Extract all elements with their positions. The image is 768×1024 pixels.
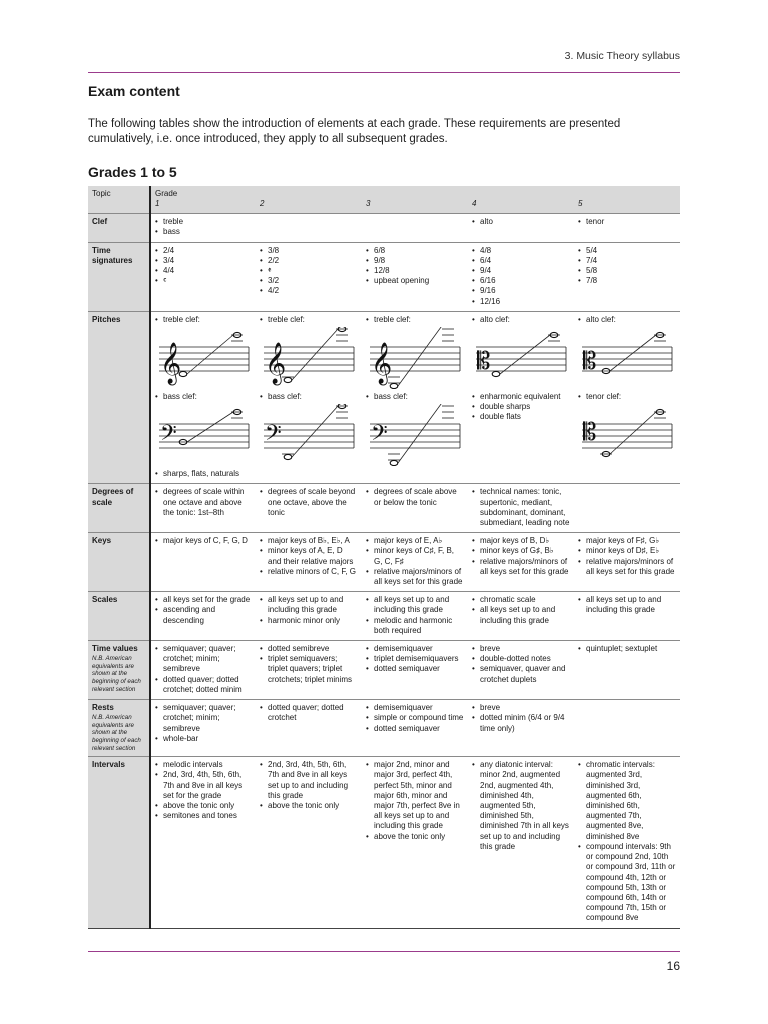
list-item: • whole-bar	[155, 734, 252, 744]
cell-list	[155, 536, 252, 546]
list-item: • dotted semibreve	[260, 644, 358, 654]
grade-cell-4	[468, 214, 574, 242]
grade-cell-4	[468, 700, 574, 757]
grade-cell-1	[150, 757, 256, 928]
list-item: • double-dotted notes	[472, 654, 570, 664]
cell-list	[155, 595, 252, 626]
grade-cell-5	[574, 242, 680, 311]
cell-list	[260, 595, 358, 626]
list-item: • chromatic intervals: augmented 3rd, diminished 3rd, augmented 6th, diminished 6th, augmented 7th, augmented 8ve, diminished 8ve	[578, 760, 676, 842]
treble-clef-icon: 𝄞	[160, 343, 182, 385]
list-item: • 6/16	[472, 276, 570, 286]
list-item: • degrees of scale within one octave and above the tonic: 1st–8th	[155, 487, 252, 518]
list-item: • minor keys of C♯, F, B, G, C, F♯	[366, 546, 464, 566]
staff-example	[260, 327, 358, 389]
running-head: 3. Music Theory syllabus	[564, 50, 680, 62]
grade-number-3: 3	[366, 199, 371, 208]
list-item: • chromatic scale	[472, 595, 570, 605]
grade-number-5: 5	[578, 199, 583, 208]
cell-list	[472, 217, 570, 227]
list-item: • demisemiquaver	[366, 703, 464, 713]
table-body	[88, 186, 680, 928]
bass-staff-grade-2	[260, 404, 356, 466]
bass-staff-grade-3	[366, 404, 462, 466]
list-item: • 7/8	[578, 276, 676, 286]
bass-clef-icon: 𝄢	[160, 421, 177, 452]
grade-cell-3	[362, 641, 468, 700]
list-item: • all keys set up to and including this grade	[260, 595, 358, 615]
clef-label: • bass clef:	[366, 392, 464, 402]
staff-example	[366, 327, 464, 389]
list-item: • relative majors/minors of all keys set for this grade	[472, 557, 570, 577]
pitch-cell-g2	[256, 311, 362, 484]
grade-cell-5	[574, 592, 680, 641]
pitch-cell-g1	[150, 311, 256, 484]
grade-header-label: Grade	[155, 189, 178, 198]
pitch-cell-g3	[362, 311, 468, 484]
list-item: • dotted semiquaver	[366, 664, 464, 674]
list-item: • 9/4	[472, 266, 570, 276]
cell-list	[155, 246, 252, 287]
list-item: • all keys set up to and including this grade	[472, 605, 570, 625]
grade-cell-3	[362, 592, 468, 641]
cell-list	[155, 487, 252, 518]
cell-list	[366, 595, 464, 636]
list-item: • bass	[155, 227, 252, 237]
clef-label: • tenor clef:	[578, 392, 676, 402]
cell-list	[578, 760, 676, 923]
grade-cell-1	[150, 641, 256, 700]
cell-list	[472, 246, 570, 307]
alto-staff-grade-5	[578, 327, 674, 389]
topic-note: N.B. American equivalents are shown at the beginning of each relevant section	[92, 714, 141, 752]
grade-cell-3	[362, 757, 468, 928]
cell-list	[366, 246, 464, 287]
list-item: • above the tonic only	[260, 801, 358, 811]
list-item: • 9/16	[472, 286, 570, 296]
list-item: • minor keys of D♯, E♭	[578, 546, 676, 556]
grade-header-5	[574, 186, 680, 214]
list-item: • relative minors of C, F, G	[260, 567, 358, 577]
grade-cell-3	[362, 484, 468, 533]
table-row	[88, 641, 680, 700]
grade-header-3	[362, 186, 468, 214]
staff-example	[155, 404, 252, 466]
grade-cell-2	[256, 533, 362, 592]
list-item: • 3/8	[260, 246, 358, 256]
list-item: • minor keys of G♯, B♭	[472, 546, 570, 556]
list-item: • major 2nd, minor and major 3rd, perfect 4th, perfect 5th, minor and major 6th, minor and major 7th, perfect 8ve in all keys set up to and including this grade	[366, 760, 464, 831]
grade-cell-2	[256, 484, 362, 533]
bass-clef-icon: 𝄢	[371, 421, 388, 452]
pitch-cell-g4	[468, 311, 574, 484]
cell-list	[260, 246, 358, 297]
bass-clef-icon: 𝄢	[265, 421, 282, 452]
topic-header: Topic	[88, 186, 150, 214]
list-item: • major keys of E, A♭	[366, 536, 464, 546]
top-rule	[88, 72, 680, 73]
list-item: • ascending and descending	[155, 605, 252, 625]
cell-list	[260, 487, 358, 518]
page-number: 16	[666, 959, 680, 973]
list-item: • breve	[472, 644, 570, 654]
grade-cell-4	[468, 641, 574, 700]
topic-label: Degrees of scale	[92, 487, 134, 507]
grade-cell-1	[150, 214, 256, 242]
list-item: • 4/4	[155, 266, 252, 276]
treble-staff-grade-3	[366, 327, 462, 389]
list-item: • major keys of F♯, G♭	[578, 536, 676, 546]
topic-label: Scales	[92, 595, 118, 605]
topic-label: Clef	[92, 217, 108, 227]
list-item: • 𝄴	[155, 276, 252, 286]
cell-list	[260, 644, 358, 685]
list-item: • quintuplet; sextuplet	[578, 644, 676, 654]
staff-example	[578, 404, 676, 466]
grade-cell-5	[574, 700, 680, 757]
table-row	[88, 592, 680, 641]
table-header-row	[88, 186, 680, 214]
treble-staff-grade-2	[260, 327, 356, 389]
grade-cell-2	[256, 592, 362, 641]
clef-label: • treble clef:	[260, 315, 358, 325]
list-item: • major keys of B♭, E♭, A	[260, 536, 358, 546]
table-row	[88, 311, 680, 484]
list-item: • relative majors/minors of all keys set for this grade	[366, 567, 464, 587]
cell-list	[472, 644, 570, 685]
cell-list	[366, 703, 464, 734]
table-row	[88, 242, 680, 311]
whole-note	[284, 455, 292, 460]
cell-list	[472, 595, 570, 626]
list-item: • double flats	[472, 412, 570, 422]
list-item: • semiquaver; quaver; crotchet; minim; semibreve	[155, 703, 252, 734]
list-item: • all keys set up to and including this grade	[366, 595, 464, 615]
grade-cell-2	[256, 700, 362, 757]
list-item: • all keys set up to and including this grade	[578, 595, 676, 615]
list-item: • 2/2	[260, 256, 358, 266]
grade-number-2: 2	[260, 199, 265, 208]
list-item: • breve	[472, 703, 570, 713]
list-item: • 9/8	[366, 256, 464, 266]
staff-example	[260, 404, 358, 466]
grade-cell-3	[362, 242, 468, 311]
list-item: • upbeat opening	[366, 276, 464, 286]
list-item: • 12/16	[472, 297, 570, 307]
staff-example	[472, 327, 570, 389]
list-item: • major keys of C, F, G, D	[155, 536, 252, 546]
list-item: • double sharps	[472, 402, 570, 412]
list-item: • melodic intervals	[155, 760, 252, 770]
section-title: Exam content	[88, 83, 180, 99]
grade-header-4	[468, 186, 574, 214]
table-row	[88, 757, 680, 928]
cell-list	[155, 217, 252, 237]
list-item: • melodic and harmonic both required	[366, 616, 464, 636]
list-item: • triplet demisemiquavers	[366, 654, 464, 664]
cell-list	[366, 760, 464, 842]
topic-cell	[88, 311, 150, 484]
grade-cell-4	[468, 484, 574, 533]
grade-cell-1	[150, 592, 256, 641]
topic-label: Rests	[92, 703, 114, 713]
list-item: • all keys set for the grade	[155, 595, 252, 605]
list-item: • degrees of scale beyond one octave, above the tonic	[260, 487, 358, 518]
topic-cell	[88, 533, 150, 592]
cell-list	[155, 760, 252, 821]
cell-list	[578, 595, 676, 615]
grade-cell-1	[150, 533, 256, 592]
table-row	[88, 533, 680, 592]
list-item: • above the tonic only	[366, 832, 464, 842]
grade-cell-1	[150, 700, 256, 757]
staff-example	[366, 404, 464, 466]
grade-cell-2	[256, 641, 362, 700]
grade-cell-3	[362, 533, 468, 592]
topic-cell	[88, 700, 150, 757]
grade-cell-5	[574, 484, 680, 533]
cell-list	[472, 536, 570, 577]
tenor-staff-grade-5	[578, 404, 674, 466]
list-item: • major keys of B, D♭	[472, 536, 570, 546]
topic-label: Time values	[92, 644, 138, 654]
cell-list	[472, 487, 570, 528]
list-item: • 𝄵	[260, 266, 358, 276]
grade-cell-5	[574, 757, 680, 928]
grade-header-2	[256, 186, 362, 214]
alto-clef-icon: 𝄡	[477, 347, 491, 376]
clef-label: • alto clef:	[472, 315, 570, 325]
list-item: • semiquaver; quaver; crotchet; minim; semibreve	[155, 644, 252, 675]
list-item: • 3/4	[155, 256, 252, 266]
cell-list	[155, 644, 252, 695]
list-item: • enharmonic equivalent	[472, 392, 570, 402]
grade-cell-4	[468, 242, 574, 311]
clef-label: • treble clef:	[155, 315, 252, 325]
list-item: • 6/4	[472, 256, 570, 266]
list-item: • compound intervals: 9th or compound 2nd, 10th or compound 3rd, 11th or compound 4th, 12th or compound 5th, 13th or compound 6th, 14th or compound 7th, 15th or compound 8ve	[578, 842, 676, 924]
grade-number-1: 1	[155, 199, 160, 208]
list-item: • 4/8	[472, 246, 570, 256]
grade-cell-2	[256, 757, 362, 928]
cell-list	[578, 536, 676, 577]
treble-staff-grade-1	[155, 327, 251, 389]
grade-cell-2	[256, 242, 362, 311]
topic-cell	[88, 214, 150, 242]
topic-note: N.B. American equivalents are shown at the beginning of each relevant section	[92, 655, 141, 693]
grade-cell-4	[468, 757, 574, 928]
topic-label: Keys	[92, 536, 112, 546]
list-item: • technical names: tonic, supertonic, mediant, subdominant, dominant, submediant, leading note	[472, 487, 570, 528]
list-item: • triplet semiquavers; triplet quavers; triplet crotchets; triplet minims	[260, 654, 358, 685]
clef-label: • treble clef:	[366, 315, 464, 325]
list-item: • dotted semiquaver	[366, 724, 464, 734]
cell-list	[578, 246, 676, 287]
topic-cell	[88, 592, 150, 641]
staff-example	[578, 327, 676, 389]
grade-number-4: 4	[472, 199, 477, 208]
treble-clef-icon: 𝄞	[265, 343, 287, 385]
cell-list	[366, 644, 464, 675]
cell-list	[260, 703, 358, 723]
list-item: • simple or compound time	[366, 713, 464, 723]
topic-cell	[88, 757, 150, 928]
tenor-clef-icon: 𝄡	[583, 418, 597, 447]
grade-cell-2	[256, 214, 362, 242]
grades-title: Grades 1 to 5	[88, 164, 177, 180]
grade-cell-4	[468, 592, 574, 641]
staff-example	[155, 327, 252, 389]
list-item: • any diatonic interval: minor 2nd, augmented 2nd, augmented 4th, diminished 4th, augmented 5th, diminished 5th, diminished 7th in all keys set up to and including this grade	[472, 760, 570, 852]
topic-label: Time signatures	[92, 245, 133, 265]
grade-cell-1	[150, 484, 256, 533]
list-item: • 2/4	[155, 246, 252, 256]
list-item: • 5/4	[578, 246, 676, 256]
clef-label: • bass clef:	[260, 392, 358, 402]
list-item: • treble	[155, 217, 252, 227]
pitch-cell-g5	[574, 311, 680, 484]
list-item: • 6/8	[366, 246, 464, 256]
clef-label: • alto clef:	[578, 315, 676, 325]
cell-list	[578, 217, 676, 227]
list-item: • 3/2	[260, 276, 358, 286]
whole-note	[492, 371, 500, 376]
list-item: • dotted minim (6/4 or 9/4 time only)	[472, 713, 570, 733]
list-item: • 2nd, 3rd, 4th, 5th, 6th, 7th and 8ve in all keys set up to and including this grade	[260, 760, 358, 801]
list-item: • semitones and tones	[155, 811, 252, 821]
grade-cell-4	[468, 533, 574, 592]
list-item: • 12/8	[366, 266, 464, 276]
whole-note	[390, 383, 398, 388]
list-item: • harmonic minor only	[260, 616, 358, 626]
list-item: • semiquaver, quaver and crotchet duplets	[472, 664, 570, 684]
whole-note	[390, 461, 398, 466]
bass-staff-grade-1	[155, 404, 251, 466]
cell-list	[260, 760, 358, 811]
cell-list	[472, 703, 570, 734]
list-item: • above the tonic only	[155, 801, 252, 811]
alto-clef-icon: 𝄡	[583, 347, 597, 376]
list-item: • 5/8	[578, 266, 676, 276]
list-item: • dotted quaver; dotted crotchet; dotted minim	[155, 675, 252, 695]
topic-label: Pitches	[92, 314, 121, 324]
list-item: • 4/2	[260, 286, 358, 296]
intro-paragraph: The following tables show the introduction of elements at each grade. These requirements are presented cumulatively, i.e. once introduced, they apply to all subsequent grades.	[88, 118, 621, 145]
list-item: • demisemiquaver	[366, 644, 464, 654]
list-item: • degrees of scale above or below the tonic	[366, 487, 464, 507]
list-item: • tenor	[578, 217, 676, 227]
grade-header-1	[150, 186, 256, 214]
cell-list	[366, 536, 464, 587]
cell-list	[366, 487, 464, 507]
list-item: • alto	[472, 217, 570, 227]
table-row	[88, 214, 680, 242]
cell-list	[578, 644, 676, 654]
topic-cell	[88, 641, 150, 700]
topic-label: Intervals	[92, 760, 125, 770]
clef-label: • bass clef:	[155, 392, 252, 402]
grade-cell-5	[574, 533, 680, 592]
grade-cell-3	[362, 214, 468, 242]
topic-cell	[88, 242, 150, 311]
grade-cell-5	[574, 641, 680, 700]
list-item: • relative majors/minors of all keys set for this grade	[578, 557, 676, 577]
cell-list	[155, 703, 252, 744]
syllabus-table	[88, 186, 680, 929]
grade-cell-1	[150, 242, 256, 311]
treble-clef-icon: 𝄞	[371, 343, 393, 385]
bottom-rule	[88, 951, 680, 952]
list-item: • 7/4	[578, 256, 676, 266]
list-item: • 2nd, 3rd, 4th, 5th, 6th, 7th and 8ve in all keys set for the grade	[155, 770, 252, 801]
grade-cell-3	[362, 700, 468, 757]
list-item: • dotted quaver; dotted crotchet	[260, 703, 358, 723]
topic-cell	[88, 484, 150, 533]
table-row	[88, 484, 680, 533]
alto-staff-grade-4	[472, 327, 568, 389]
list-item: • sharps, flats, naturals	[155, 469, 252, 479]
table-row	[88, 700, 680, 757]
grade-cell-5	[574, 214, 680, 242]
cell-list	[260, 536, 358, 577]
list-item: • minor keys of A, E, D and their relative majors	[260, 546, 358, 566]
cell-list	[472, 760, 570, 852]
